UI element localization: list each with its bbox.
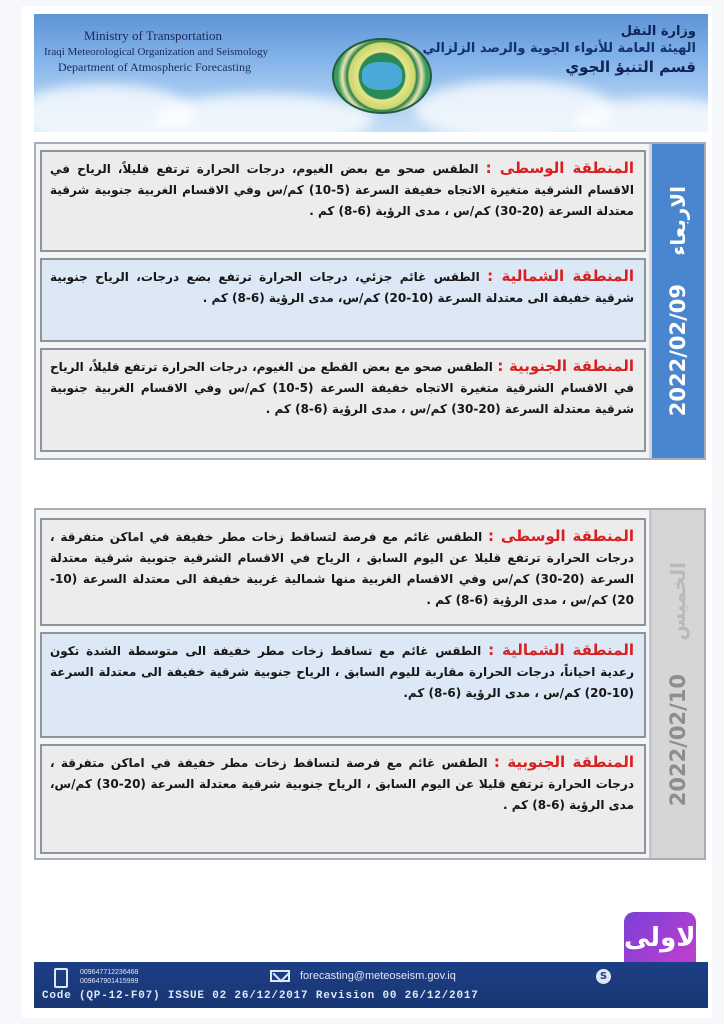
date-bar	[649, 144, 704, 458]
phone-number: 009647901415999	[80, 978, 139, 985]
region-card-south	[40, 744, 646, 854]
skype-icon: S	[596, 969, 611, 984]
forecast-date: 2022/02/09	[666, 283, 690, 417]
region-forecast-text: الطقس غائم مع تساقط زخات مطر خفيفة الى متوسطة الشدة تكون رعدية احياناً، درجات الحرارة مقاربة لليوم السابق ، الرياح جنوبية شرقية خفيفة الى معتدلة السرعة (10-20) كم/س ، مدى الرؤية (6-8) كم.	[50, 644, 634, 700]
ministry-name-en: Ministry of Transportation	[84, 28, 222, 43]
header-english	[44, 28, 268, 75]
mail-icon	[270, 970, 290, 982]
header-banner	[34, 14, 708, 132]
region-forecast-text: الطقس صحو مع بعض القطع من الغيوم، درجات الحرارة ترتفع قليلاً، الرياح في الاقسام الشرقية متغيرة الاتجاه خفيفة السرعة (5-10) كم/س وفي الاقسام الغربية جنوبية شرقية معتدلة السرعة (20-30) كم/س ، مدى الرؤية (6-8) كم .	[50, 360, 634, 416]
header-arabic	[422, 24, 696, 76]
document-code: Code (QP-12-F07) ISSUE 02 26/12/2017 Revision 00 26/12/2017	[42, 990, 479, 1002]
phone-number: 009647712236468	[80, 969, 139, 976]
region-forecast-text: الطقس غائم مع فرصة لتساقط زخات مطر خفيفة في اماكن متفرقة ، درجات الحرارة ترتفع قليلا عن اليوم السابق ، الرياح جنوبية شرقية معتدلة السرعة (20-30) كم/س، مدى الرؤية (6-8) كم .	[50, 756, 634, 812]
ministry-name-ar: وزارة النقل	[620, 24, 696, 39]
region-title: المنطقة الجنوبية :	[497, 357, 634, 375]
region-card-south	[40, 348, 646, 452]
contact-email[interactable]: forecasting@meteoseism.gov.iq	[300, 970, 456, 982]
region-title: المنطقة الجنوبية :	[493, 753, 634, 771]
footer-bar	[34, 962, 708, 1008]
forecast-day-thursday	[34, 508, 706, 860]
region-title: المنطقة الوسطى :	[485, 159, 634, 177]
region-card-central	[40, 150, 646, 252]
region-card-north	[40, 632, 646, 738]
forecast-date: 2022/02/10	[666, 674, 690, 807]
region-title: المنطقة الشمالية :	[487, 267, 635, 285]
region-card-central	[40, 518, 646, 626]
forecast-day-wednesday	[34, 142, 706, 460]
region-forecast-text: الطقس صحو مع بعض الغيوم، درجات الحرارة ترتفع قليلاً، الرياح في الاقسام الشرقية متغيرة الاتجاه خفيفة السرعة (5-10) كم/س وفي الاقسام الغربية جنوبية شرقية معتدلة السرعة (20-30) كم/س ، مدى الرؤية (6-8) كم .	[50, 162, 634, 218]
news-logo: الاولى	[624, 912, 696, 964]
day-name: الخميس	[666, 561, 690, 641]
department-name-ar: قسم التنبؤ الجوي	[565, 58, 696, 76]
organization-name-en: Iraqi Meteorological Organization and Seismology	[44, 46, 269, 58]
region-title: المنطقة الشمالية :	[488, 641, 635, 659]
organization-name-ar: الهيئة العامة للأنواء الجوية والرصد الزلزالي	[422, 41, 696, 56]
region-forecast-text: الطقس غائم جزئي، درجات الحرارة ترتفع بضع درجات، الرياح جنوبية شرقية خفيفة الى معتدلة السرعة (10-20) كم/س، مدى الرؤية (6-8) كم .	[50, 270, 634, 305]
organization-logo	[332, 38, 432, 114]
phone-numbers	[80, 968, 138, 986]
department-name-en: Department of Atmospheric Forecasting	[58, 60, 251, 74]
region-forecast-text: الطقس غائم مع فرصة لتساقط زخات مطر خفيفة في اماكن متفرقة ، درجات الحرارة ترتفع قليلا عن اليوم السابق ، الرياح في الاقسام الشرقية جنوبية شرقية معتدلة السرعة (20-30) كم/س وفي الاقسام الغربية منها شمالية غربية خفيفة الى معتدلة السرعة (10-20) كم/س ، مدى الرؤية (6-8) كم .	[50, 530, 635, 607]
day-name: الاربعاء	[666, 185, 690, 256]
region-card-north	[40, 258, 646, 342]
phone-icon	[54, 968, 68, 988]
region-title: المنطقة الوسطى :	[488, 527, 634, 545]
date-bar	[649, 510, 704, 858]
